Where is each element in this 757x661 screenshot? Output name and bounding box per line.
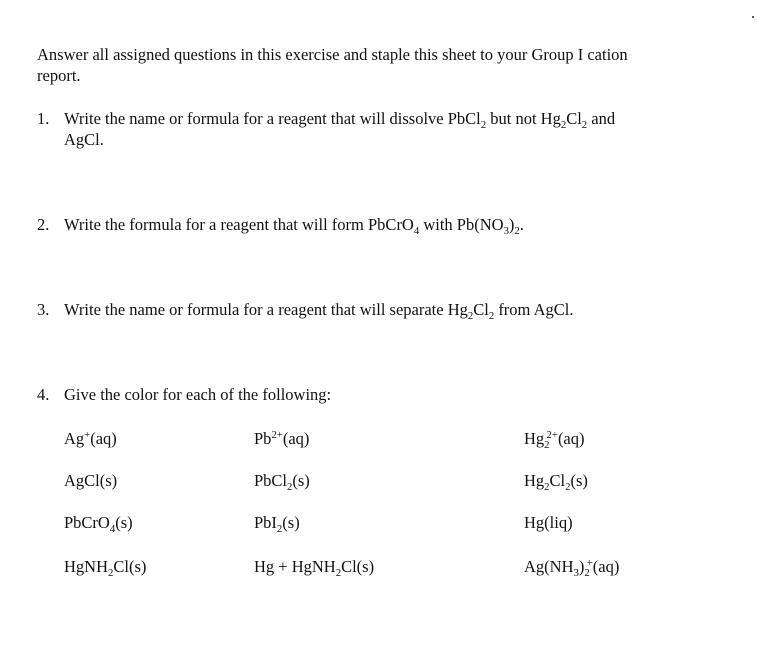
q1-text-b: but not Hg bbox=[486, 109, 561, 128]
q3-sub-2: 2 bbox=[488, 309, 495, 322]
species-state: (aq) bbox=[592, 557, 620, 576]
q1-text-c: Cl bbox=[566, 109, 582, 128]
species-state: (s) bbox=[292, 471, 310, 490]
speck-mark bbox=[752, 16, 754, 18]
species-text: Hg bbox=[524, 429, 545, 448]
species-text: Hg + HgNH bbox=[254, 557, 336, 576]
species-text: Cl(s) bbox=[341, 557, 375, 576]
q2-text-b: with Pb(NO bbox=[419, 215, 504, 234]
question-3-number: 3. bbox=[37, 300, 50, 319]
species-text: AgCl(s) bbox=[64, 471, 118, 490]
species-pbcl2 bbox=[254, 471, 310, 491]
species-charge: + bbox=[586, 557, 593, 570]
q3-text-c: from AgCl. bbox=[494, 300, 574, 319]
species-state: (aq) bbox=[90, 429, 117, 448]
question-1-number: 1. bbox=[37, 109, 50, 128]
species-subscript: 2 bbox=[584, 566, 590, 579]
species-state: (aq) bbox=[282, 429, 310, 448]
species-pb-ion bbox=[254, 429, 309, 449]
species-hgnh2cl bbox=[64, 557, 146, 577]
species-subscript: 2 bbox=[108, 566, 114, 579]
question-2-text bbox=[64, 215, 524, 235]
q2-sub-3: 2 bbox=[514, 224, 520, 237]
q2-text-a: Write the formula for a reagent that will form PbCrO bbox=[64, 215, 414, 234]
species-state: (s) bbox=[115, 513, 133, 532]
q3-text-a: Write the name or formula for a reagent that will separate Hg bbox=[64, 300, 468, 319]
species-text: Hg(liq) bbox=[524, 513, 573, 532]
species-state: (s) bbox=[282, 513, 300, 532]
question-4-number: 4. bbox=[37, 385, 50, 404]
question-4-text: Give the color for each of the following: bbox=[64, 385, 332, 404]
q1-sub-2: 2 bbox=[560, 118, 567, 131]
species-text: Hg bbox=[524, 471, 545, 490]
species-hg-plus-hgnh2cl bbox=[254, 557, 374, 577]
species-subscript: 2 bbox=[287, 480, 293, 493]
question-2-number: 2. bbox=[37, 215, 50, 234]
species-text: ) bbox=[578, 557, 585, 576]
q1-text-a: Write the name or formula for a reagent that will dissolve PbCl bbox=[64, 109, 481, 128]
species-ag-ion bbox=[64, 429, 117, 449]
intro-line-2: report. bbox=[37, 66, 81, 85]
species-text: Cl bbox=[549, 471, 566, 490]
species-text: HgNH bbox=[64, 557, 108, 576]
q1-sub-1: 2 bbox=[480, 118, 487, 131]
q1-text-d: and bbox=[587, 109, 616, 128]
species-pbcro4 bbox=[64, 513, 133, 533]
question-1-text-line-1 bbox=[64, 109, 615, 129]
species-hg2-ion bbox=[524, 429, 585, 449]
species-subscript: 2 bbox=[335, 566, 342, 579]
species-subscript: 4 bbox=[109, 522, 116, 535]
species-subscript: 2 bbox=[544, 438, 550, 451]
q2-text-c: ) bbox=[508, 215, 515, 234]
species-text: Ag(NH bbox=[524, 557, 574, 576]
question-3-text bbox=[64, 300, 573, 320]
question-1-text-line-2: AgCl. bbox=[64, 130, 104, 149]
species-subscript: 2 bbox=[565, 480, 571, 493]
q2-text-d: . bbox=[519, 215, 524, 234]
species-agcl bbox=[64, 471, 117, 491]
species-pbi2 bbox=[254, 513, 300, 533]
species-subscript: 3 bbox=[573, 566, 579, 579]
species-charge: 2+ bbox=[546, 429, 558, 442]
species-ag-nh3-2-ion bbox=[524, 557, 619, 577]
intro-line-1: Answer all assigned questions in this exercise and staple this sheet to your Group I cation bbox=[37, 45, 628, 64]
q2-sub-1: 4 bbox=[413, 224, 420, 237]
species-state: (aq) bbox=[557, 429, 585, 448]
species-subscript: 2 bbox=[276, 522, 283, 535]
species-text: Cl(s) bbox=[113, 557, 147, 576]
species-charge: + bbox=[84, 429, 91, 442]
species-text: PbCrO bbox=[64, 513, 110, 532]
species-text: Pb bbox=[254, 429, 272, 448]
species-text: PbCl bbox=[254, 471, 288, 490]
species-text: PbI bbox=[254, 513, 277, 532]
q3-sub-1: 2 bbox=[467, 309, 474, 322]
q3-text-b: Cl bbox=[473, 300, 489, 319]
species-text: Ag bbox=[64, 429, 85, 448]
q1-sub-3: 2 bbox=[581, 118, 588, 131]
species-subscript: 2 bbox=[544, 480, 550, 493]
species-charge: 2+ bbox=[271, 429, 283, 442]
species-hg-liq bbox=[524, 513, 573, 533]
q2-sub-2: 3 bbox=[503, 224, 509, 237]
species-state: (s) bbox=[570, 471, 588, 490]
species-hg2cl2 bbox=[524, 471, 588, 491]
